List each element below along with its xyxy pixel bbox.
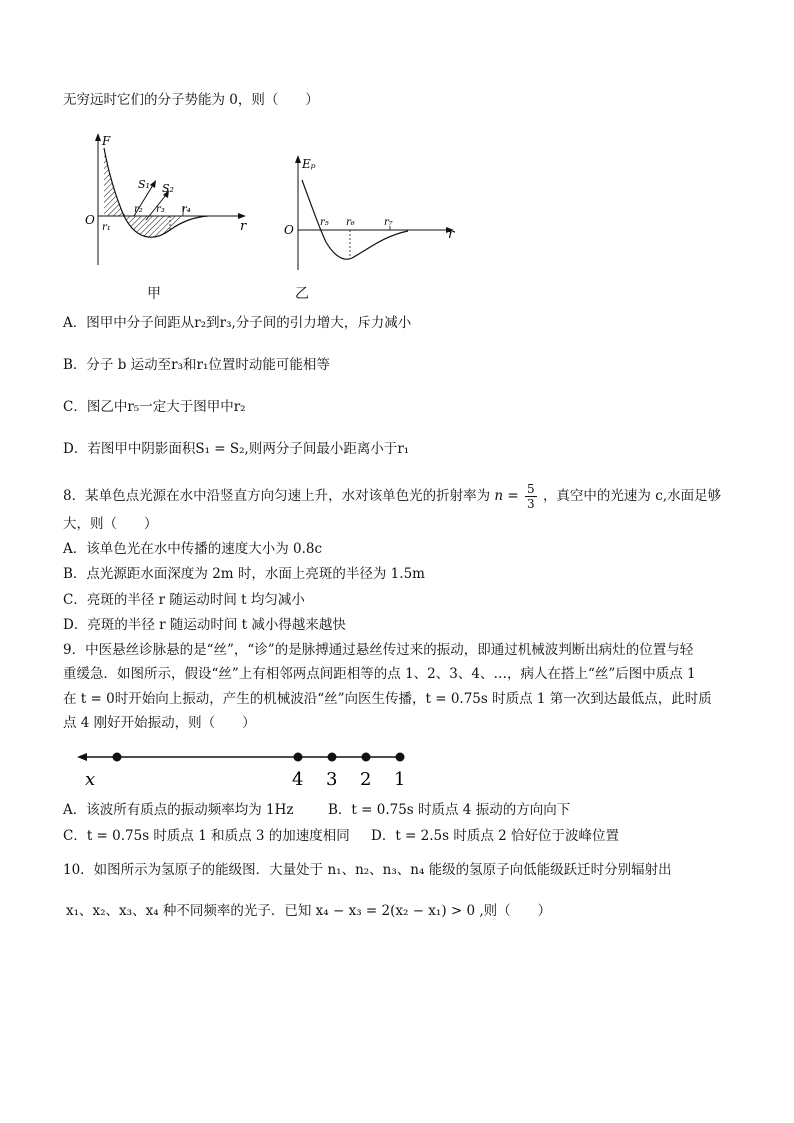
figure-yi-potential-graph xyxy=(280,152,460,272)
fig-jia-O-label: O xyxy=(85,213,95,227)
figure-jia-caption: 甲 xyxy=(147,286,161,302)
q7-option-c[interactable]: C．图乙中r₅一定大于图甲中r₂ xyxy=(63,399,246,415)
figure-jia-force-graph xyxy=(80,130,260,270)
fig-jia-r2-label: r₂ xyxy=(134,204,143,215)
q9-fig-x-label: x xyxy=(85,769,96,790)
q8-option-d[interactable]: D．亮斑的半径 r 随运动时间 t 减小得越来越快 xyxy=(63,617,346,633)
q9-option-c[interactable]: C．t = 0.75s 时质点 1 和质点 3 的加速度相同 xyxy=(63,828,350,844)
q8-option-b[interactable]: B．点光源距水面深度为 2m 时，水面上亮斑的半径为 1.5m xyxy=(63,566,425,582)
q8-stem-line1 xyxy=(63,482,721,511)
q8-fraction xyxy=(525,482,537,511)
q9-fig-label-1: 1 xyxy=(394,769,406,790)
fig-yi-r6-label: r₆ xyxy=(346,217,355,228)
q9-stem-line3: 在 t = 0时开始向上振动，产生的机械波沿“丝”向医生传播，t = 0.75s 时质点 1 第一次到达最低点，此时质 xyxy=(63,691,712,707)
figure-yi-caption: 乙 xyxy=(295,286,309,302)
q8-stem-a: 8．某单色点光源在水中沿竖直方向匀速上升，水对该单色光的折射率为 xyxy=(63,488,491,504)
q9-fig-label-2: 2 xyxy=(360,769,372,790)
q9-fig-label-4: 4 xyxy=(292,769,304,790)
fig-jia-r4-label: r₄ xyxy=(182,204,191,215)
fig-jia-F-label: F xyxy=(102,134,111,148)
fig-yi-r-label: r xyxy=(448,227,455,242)
q8-option-c[interactable]: C．亮斑的半径 r 随运动时间 t 均匀减小 xyxy=(63,592,305,608)
fig-jia-r3-label: r₃ xyxy=(156,204,165,215)
fig-jia-r1-label: r₁ xyxy=(102,222,111,233)
q9-option-a[interactable]: A．该波所有质点的振动频率均为 1Hz xyxy=(63,802,294,818)
string-point-4 xyxy=(294,753,303,762)
q9-option-d[interactable]: D．t = 2.5s 时质点 2 恰好位于波峰位置 xyxy=(371,828,620,844)
q9-fig-label-3: 3 xyxy=(326,769,338,790)
q7-option-a[interactable]: A．图甲中分子间距从r₂到r₃,分子间的引力增大，斥力减小 xyxy=(63,315,412,331)
string-point-2 xyxy=(362,753,371,762)
q9-option-b[interactable]: B．t = 0.75s 时质点 4 振动的方向向下 xyxy=(328,802,571,818)
fig-yi-r7-label: r₇ xyxy=(384,217,393,228)
fig-yi-O-label: O xyxy=(284,223,294,237)
q8-stem-c: 大，则（ ） xyxy=(63,516,158,532)
q9-stem-line2: 重缓急．如图所示，假设“丝”上有相邻两点间距相等的点 1、2、3、4、…，病人在搭上“丝”后图中质点 1 xyxy=(63,666,696,682)
string-point-1 xyxy=(396,753,405,762)
q8-stem-b: ，真空中的光速为 c,水面足够 xyxy=(542,488,722,504)
q8-frac-num: 5 xyxy=(527,482,535,496)
q10-stem-line2: x₁、x₂、x₃、x₄ 种不同频率的光子．已知 x₄ − x₃ = 2(x₂ − x₁) > 0 ,则（ ） xyxy=(66,903,552,919)
fig-yi-r5-label: r₅ xyxy=(320,217,329,228)
string-point-unlabeled xyxy=(113,753,122,762)
q9-stem-line4: 点 4 刚好开始振动，则（ ） xyxy=(63,715,256,731)
q8-frac-den: 3 xyxy=(527,497,535,511)
fig-jia-r-label: r xyxy=(240,219,247,234)
q10-stem-line1: 10．如图所示为氢原子的能级图．大量处于 n₁、n₂、n₃、n₄ 能级的氢原子向低能级跃迁时分别辐射出 xyxy=(63,862,672,878)
string-point-3 xyxy=(328,753,337,762)
q7-option-b[interactable]: B．分子 b 运动至r₃和r₁位置时动能可能相等 xyxy=(63,357,330,373)
q9-string-figure xyxy=(75,745,415,790)
q8-option-a[interactable]: A．该单色光在水中传播的速度大小为 0.8c xyxy=(63,541,323,557)
q8-n-eq: n = xyxy=(494,488,519,504)
q7-option-d[interactable]: D．若图甲中阴影面积S₁ = S₂,则两分子间最小距离小于r₁ xyxy=(63,441,410,457)
fig-jia-S2-label: S₂ xyxy=(162,182,174,195)
q7-stem-tail: 无穷远时它们的分子势能为 0，则（ ） xyxy=(63,92,319,108)
fig-jia-S1-label: S₁ xyxy=(138,178,150,191)
q9-stem-line1: 9．中医悬丝诊脉悬的是“丝”，“诊”的是脉搏通过悬丝传过来的振动，即通过机械波判断出病灶的位置与轻 xyxy=(63,642,694,658)
fig-yi-Ep-label: Eₚ xyxy=(302,157,316,171)
